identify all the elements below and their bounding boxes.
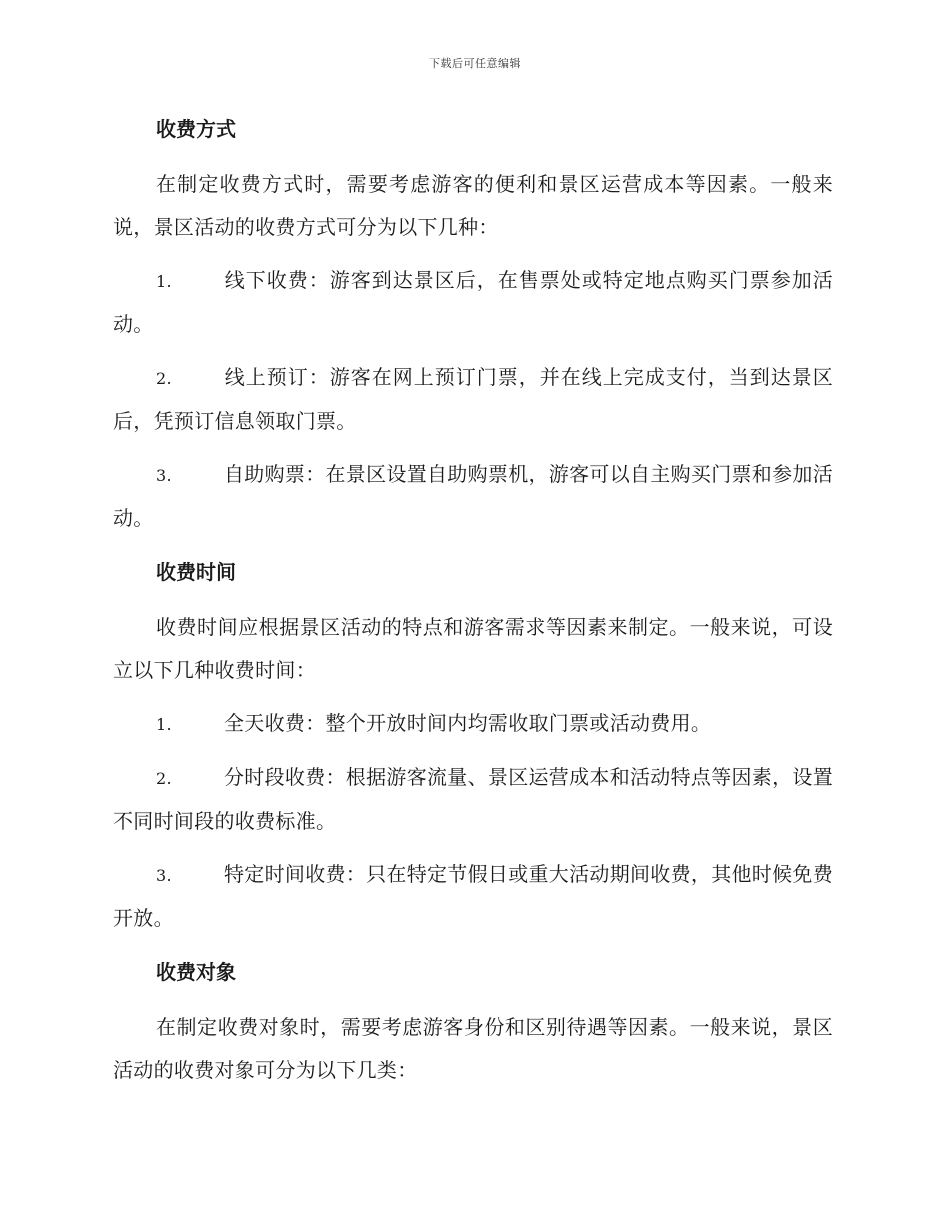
list-text: 线上预订：游客在网上预订门票，并在线上完成支付，当到达景区后，凭预订信息领取门票。 (113, 365, 833, 433)
document-body (113, 107, 833, 1092)
list-number: 3. (156, 466, 172, 485)
section-intro: 在制定收费方式时，需要考虑游客的便利和景区运营成本等因素。一般来说，景区活动的收费方式可分为以下几种： (113, 172, 833, 239)
list-number: 1. (156, 272, 172, 291)
section-fee-time (113, 550, 833, 940)
section-intro: 在制定收费对象时，需要考虑游客身份和区别待遇等因素。一般来说，景区活动的收费对象可分为以下几类： (113, 1015, 833, 1082)
section-intro: 收费时间应根据景区活动的特点和游客需求等因素来制定。一般来说，可设立以下几种收费时间： (113, 615, 833, 682)
section-heading: 收费方式 (156, 117, 236, 141)
list-item (113, 453, 833, 540)
list-number: 3. (156, 866, 172, 885)
list-text: 线下收费：游客到达景区后，在售票处或特定地点购买门票参加活动。 (113, 268, 833, 336)
list-number: 1. (156, 715, 172, 734)
list-item (113, 259, 833, 346)
list-text: 自助购票：在景区设置自助购票机，游客可以自主购买门票和参加活动。 (113, 462, 833, 530)
section-heading: 收费时间 (156, 560, 236, 584)
list-text: 全天收费：整个开放时间内均需收取门票或活动费用。 (224, 711, 712, 735)
section-fee-method (113, 107, 833, 540)
list-text: 特定时间收费：只在特定节假日或重大活动期间收费，其他时候免费开放。 (113, 862, 833, 930)
section-fee-target (113, 950, 833, 1092)
list-number: 2. (156, 369, 172, 388)
list-item (113, 853, 833, 940)
list-item (113, 702, 833, 746)
header-note: 下载后可任意编辑 (429, 57, 521, 70)
list-item (113, 356, 833, 443)
list-number: 2. (156, 769, 172, 788)
section-heading: 收费对象 (156, 960, 236, 984)
list-text: 分时段收费：根据游客流量、景区运营成本和活动特点等因素，设置不同时间段的收费标准。 (113, 765, 833, 833)
list-item (113, 756, 833, 843)
